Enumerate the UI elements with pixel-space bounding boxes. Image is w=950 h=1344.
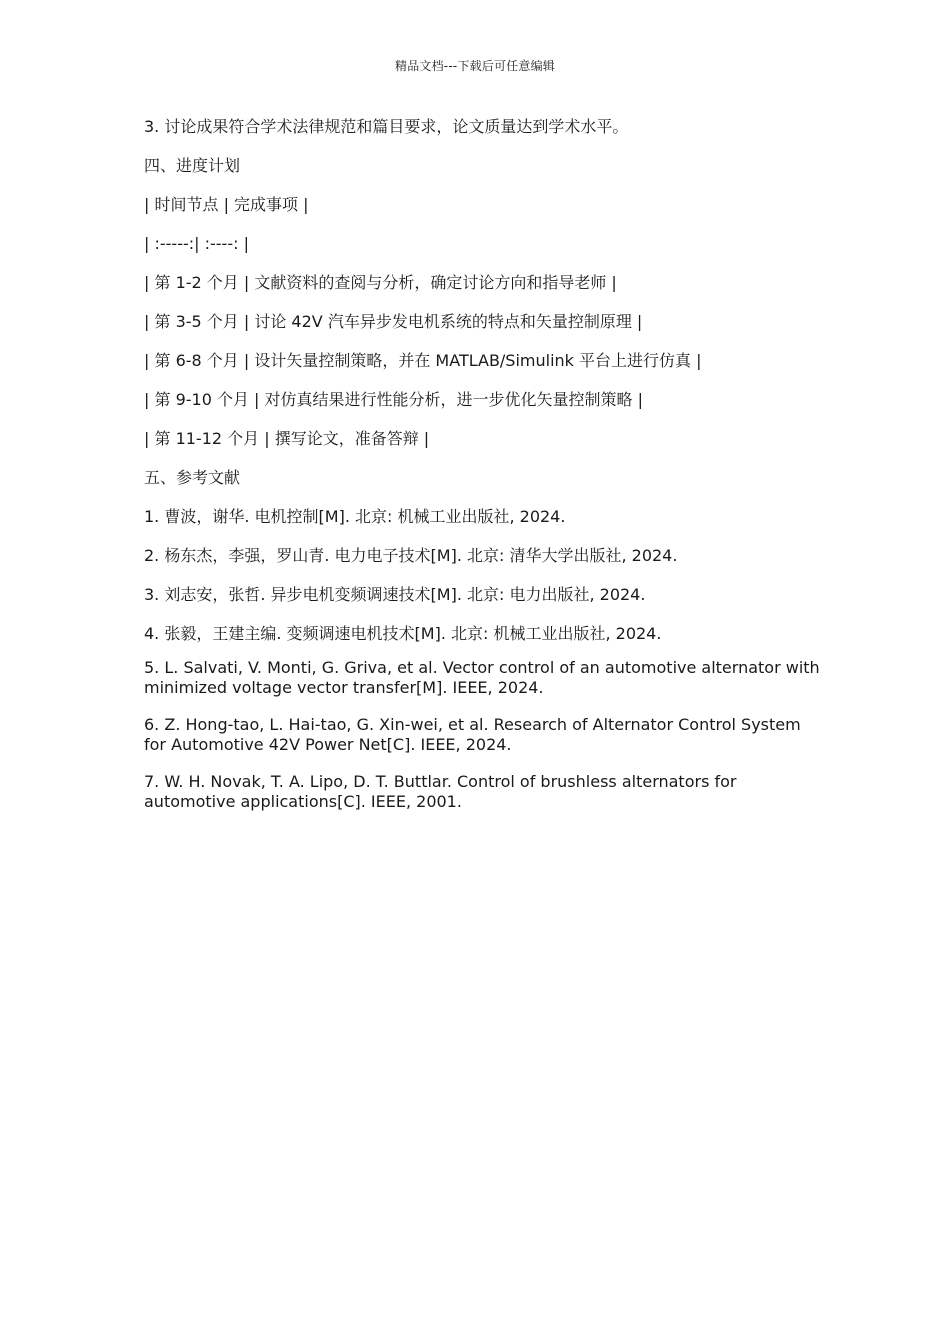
reference-item: 1. 曹波，谢华. 电机控制[M]. 北京: 机械工业出版社, 2024. bbox=[144, 507, 566, 526]
table-row: | 第 3-5 个月 | 讨论 42V 汽车异步发电机系统的特点和矢量控制原理 | bbox=[144, 312, 643, 331]
reference-item: 3. 刘志安，张哲. 异步电机变频调速技术[M]. 北京: 电力出版社, 2024. bbox=[144, 585, 646, 604]
paragraph-outcome-3: 3. 讨论成果符合学术法律规范和篇目要求，论文质量达到学术水平。 bbox=[144, 117, 629, 136]
table-row: | 第 11-12 个月 | 撰写论文，准备答辩 | bbox=[144, 429, 430, 448]
section-heading-schedule: 四、进度计划 bbox=[144, 156, 241, 175]
reference-item: 4. 张毅，王建主编. 变频调速电机技术[M]. 北京: 机械工业出版社, 2024. bbox=[144, 624, 662, 643]
reference-item: 2. 杨东杰，李强，罗山青. 电力电子技术[M]. 北京: 清华大学出版社, 2024. bbox=[144, 546, 678, 565]
reference-item: 7. W. H. Novak, T. A. Lipo, D. T. Buttlar. Control of brushless alternators for automotive applications[C]. IEEE, 2001. bbox=[144, 772, 737, 811]
document-body bbox=[144, 116, 824, 812]
reference-item: 5. L. Salvati, V. Monti, G. Griva, et al. Vector control of an automotive alternator with minimized voltage vector transfer[M]. IEEE, 2024. bbox=[144, 658, 820, 697]
table-row: | 第 1-2 个月 | 文献资料的查阅与分析，确定讨论方向和指导老师 | bbox=[144, 273, 617, 292]
table-align-row: | :-----:| :----: | bbox=[144, 234, 249, 253]
table-row: | 第 6-8 个月 | 设计矢量控制策略，并在 MATLAB/Simulink 平台上进行仿真 | bbox=[144, 351, 702, 370]
table-header-row: | 时间节点 | 完成事项 | bbox=[144, 195, 309, 214]
section-heading-references: 五、参考文献 bbox=[144, 468, 241, 487]
reference-item: 6. Z. Hong-tao, L. Hai-tao, G. Xin-wei, et al. Research of Alternator Control System for Automotive 42V Power Net[C]. IEEE, 2024. bbox=[144, 715, 801, 754]
page-header: 精品文档---下载后可任意编辑 bbox=[395, 59, 555, 73]
table-row: | 第 9-10 个月 | 对仿真结果进行性能分析，进一步优化矢量控制策略 | bbox=[144, 390, 644, 409]
